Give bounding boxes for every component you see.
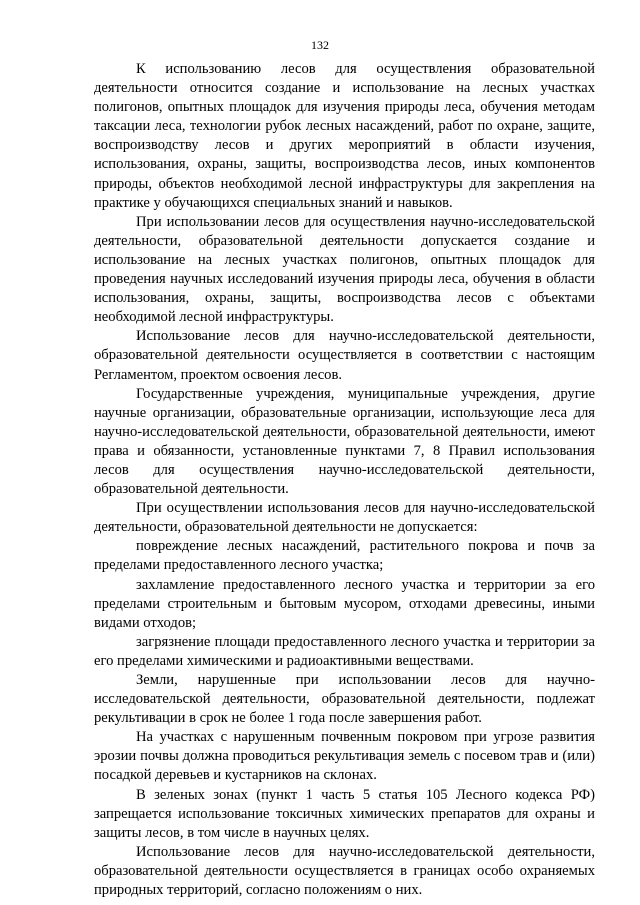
paragraph: Использование лесов для научно-исследовательской деятельности, образовательной деятельности осуществляется в границах особо охраняемых природных территорий, согласно положениям о них. — [94, 843, 595, 899]
body-text — [94, 60, 595, 900]
paragraph: Земли, нарушенные при использовании лесов для научно-исследовательской деятельности, образовательной деятельности, подлежат рекультивации в срок не более 1 года после завершения работ. — [94, 672, 595, 727]
list-item: повреждение лесных насаждений, растительного покрова и почв за пределами предоставленного лесного участка; — [94, 538, 595, 574]
list-item: захламление предоставленного лесного участка и территории за его пределами строительным и бытовым мусором, отходами древесины, иными видами отходов; — [94, 576, 595, 631]
paragraph: Государственные учреждения, муниципальные учреждения, другие научные организации, образовательные организации, использующие леса для научно-исследовательской деятельности, образовательной деятельности, имеют права и обязанности, установленные пунктами 7, 8 Правил использования лесов для осуществления научно-исследовательской деятельности, образовательной деятельности. — [94, 385, 595, 498]
paragraph: На участках с нарушенным почвенным покровом при угрозе развития эрозии почвы должна проводиться рекультивация земель с посевом трав и (или) посадкой деревьев и кустарников на склонах. — [94, 729, 595, 784]
list-item: загрязнение площади предоставленного лесного участка и территории за его пределами химическими и радиоактивными веществами. — [94, 633, 595, 669]
paragraph: При осуществлении использования лесов для научно-исследовательской деятельности, образовательной деятельности не допускается: — [94, 500, 595, 536]
paragraph: В зеленых зонах (пункт 1 часть 5 статья 105 Лесного кодекса РФ) запрещается использование токсичных химических препаратов для охраны и защиты лесов, в том числе в научных целях. — [94, 786, 595, 841]
page-number: 132 — [311, 38, 329, 52]
paragraph: При использовании лесов для осуществления научно-исследовательской деятельности, образовательной деятельности допускается создание и использование на лесных участках полигонов, опытных площадок для проведения научных исследований изучения природы леса, обучения в области использования, охраны, защиты, воспроизводства лесов с объектами необходимой лесной инфраструктуры. — [94, 213, 595, 326]
paragraph: К использованию лесов для осуществления образовательной деятельности относится создание и использование на лесных участках полигонов, опытных площадок для изучения природы леса, обучения методам таксации леса, технологии рубок лесных насаждений, работ по охране, защите, воспроизводству лесов и других мероприятий в области изучения, использования, охраны, защиты, воспроизводства лесов, иных компонентов природы, объектов необходимой лесной инфраструктуры для закрепления на практике у обучающихся специальных знаний и навыков. — [94, 61, 595, 211]
paragraph: Использование лесов для научно-исследовательской деятельности, образовательной деятельности осуществляется в соответствии с настоящим Регламентом, проектом освоения лесов. — [94, 328, 595, 383]
